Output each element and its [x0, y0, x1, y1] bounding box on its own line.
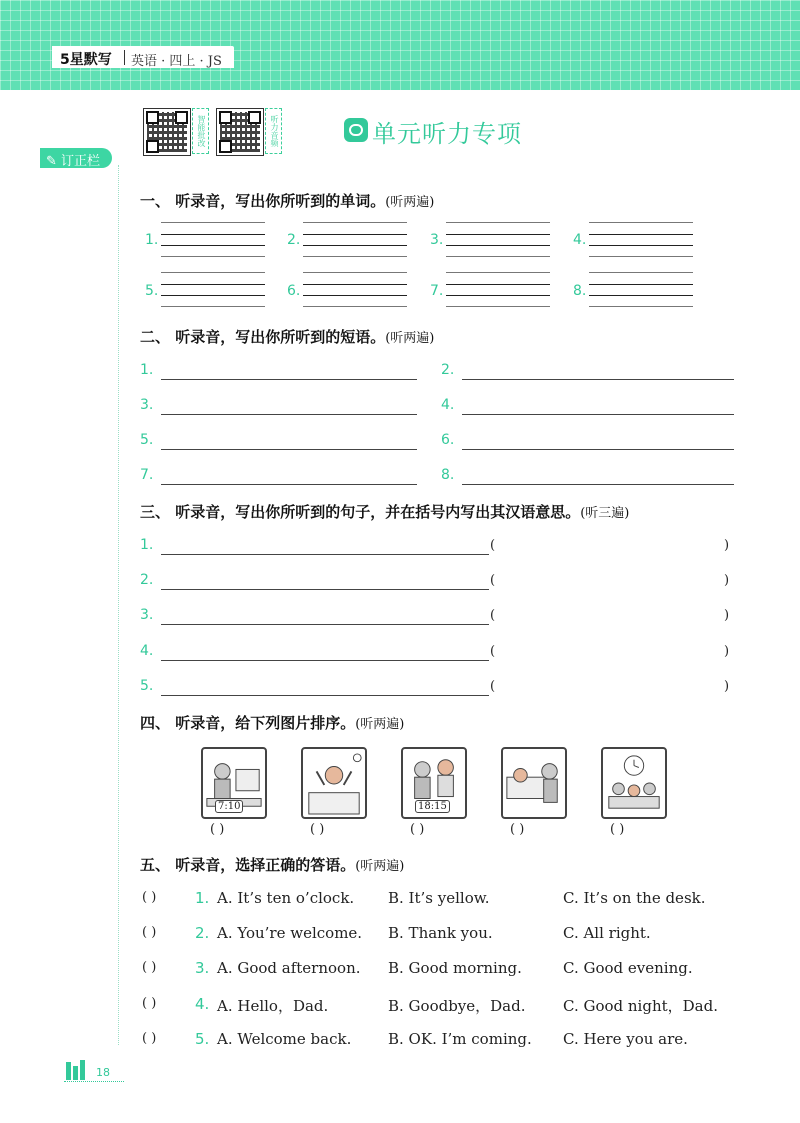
grid-line — [161, 295, 265, 296]
sentence-answer-line[interactable] — [161, 554, 489, 555]
section5-heading: 五、 听录音，选择正确的答语。(听两遍) — [140, 856, 405, 874]
grid-line — [161, 306, 265, 307]
books-icon — [64, 1060, 92, 1080]
grid-line — [161, 234, 265, 235]
section2-heading: 二、 听录音，写出你所听到的短语。(听两遍) — [140, 328, 435, 346]
sentence-number: 3. — [140, 607, 154, 623]
meaning-bracket-open: ( — [490, 538, 496, 553]
option-a[interactable]: A. Hello，Dad. — [217, 997, 329, 1015]
grid-line — [446, 245, 550, 246]
grid-line — [303, 222, 407, 223]
word-number: 5. — [145, 283, 159, 299]
option-b[interactable]: B. Goodbye，Dad. — [388, 997, 526, 1015]
grid-line — [446, 272, 550, 273]
grid-line — [161, 222, 265, 223]
meaning-bracket-open: ( — [490, 573, 496, 588]
grid-line — [303, 245, 407, 246]
answer-bracket[interactable]: ( ) — [142, 1031, 157, 1046]
grid-line — [446, 284, 550, 285]
grid-line — [589, 234, 693, 235]
meaning-bracket-close[interactable]: ) — [724, 538, 730, 553]
option-b[interactable]: B. It’s yellow. — [388, 889, 490, 907]
grid-line — [303, 234, 407, 235]
word-answer-grid[interactable] — [303, 222, 407, 256]
correction-tag-label: ✎ 订正栏 — [46, 154, 101, 169]
grid-line — [589, 222, 693, 223]
clock-time: 7:10 — [215, 800, 243, 813]
option-c[interactable]: C. Here you are. — [563, 1030, 688, 1048]
order-bracket[interactable]: ( ) — [610, 822, 625, 837]
question-number: 5. — [195, 1030, 210, 1048]
option-a[interactable]: A. Good afternoon. — [217, 959, 361, 977]
meaning-bracket-close[interactable]: ) — [724, 679, 730, 694]
option-c[interactable]: C. All right. — [563, 924, 651, 942]
brand-divider — [124, 50, 125, 65]
grid-line — [589, 295, 693, 296]
sentence-number: 5. — [140, 678, 154, 694]
sentence-answer-line[interactable] — [161, 695, 489, 696]
grid-line — [446, 295, 550, 296]
answer-bracket[interactable]: ( ) — [142, 890, 157, 905]
grid-line — [161, 272, 265, 273]
meaning-bracket-open: ( — [490, 679, 496, 694]
grid-line — [161, 284, 265, 285]
brand-name: 5星默写 — [60, 52, 112, 68]
grid-line — [303, 256, 407, 257]
scene-picture — [301, 747, 367, 819]
scene-picture — [601, 747, 667, 819]
order-bracket[interactable]: ( ) — [310, 822, 325, 837]
sentence-answer-line[interactable] — [161, 660, 489, 661]
grid-line — [589, 306, 693, 307]
phrase-answer-line[interactable] — [462, 449, 734, 450]
section4-heading: 四、 听录音，给下列图片排序。(听两遍) — [140, 714, 405, 732]
qr-code-icon[interactable] — [143, 108, 191, 156]
word-answer-grid[interactable] — [446, 272, 550, 306]
meaning-bracket-close[interactable]: ) — [724, 573, 730, 588]
word-answer-grid[interactable] — [446, 222, 550, 256]
grid-line — [589, 245, 693, 246]
phrase-answer-line[interactable] — [161, 414, 417, 415]
qr-label-grading: 智能批改 — [192, 108, 209, 154]
word-answer-grid[interactable] — [589, 272, 693, 306]
headphones-icon — [344, 118, 368, 142]
option-b[interactable]: B. OK. I’m coming. — [388, 1030, 532, 1048]
phrase-number: 1. — [140, 362, 154, 378]
order-bracket[interactable]: ( ) — [210, 822, 225, 837]
grid-line — [303, 306, 407, 307]
word-number: 8. — [573, 283, 587, 299]
order-bracket[interactable]: ( ) — [410, 822, 425, 837]
grid-line — [589, 284, 693, 285]
grid-line — [161, 256, 265, 257]
sentence-answer-line[interactable] — [161, 624, 489, 625]
phrase-answer-line[interactable] — [161, 484, 417, 485]
word-answer-grid[interactable] — [161, 272, 265, 306]
meaning-bracket-open: ( — [490, 608, 496, 623]
question-number: 3. — [195, 959, 210, 977]
option-a[interactable]: A. You’re welcome. — [217, 924, 363, 942]
question-number: 1. — [195, 889, 210, 907]
option-a[interactable]: A. Welcome back. — [217, 1030, 352, 1048]
phrase-answer-line[interactable] — [462, 379, 734, 380]
brand-subtitle: 英语 · 四上 · JS — [131, 54, 222, 69]
clock-time: 18:15 — [415, 800, 450, 813]
question-number: 4. — [195, 995, 210, 1013]
answer-bracket[interactable]: ( ) — [142, 960, 157, 975]
page-number: 18 — [96, 1066, 110, 1079]
answer-bracket[interactable]: ( ) — [142, 996, 157, 1011]
question-number: 2. — [195, 924, 210, 942]
word-number: 6. — [287, 283, 301, 299]
phrase-number: 5. — [140, 432, 154, 448]
option-b[interactable]: B. Good morning. — [388, 959, 522, 977]
phrase-number: 3. — [140, 397, 154, 413]
phrase-number: 6. — [441, 432, 455, 448]
meaning-bracket-close[interactable]: ) — [724, 644, 730, 659]
word-answer-grid[interactable] — [161, 222, 265, 256]
qr-label-audio: 听力音频 — [265, 108, 282, 154]
option-a[interactable]: A. It’s ten o’clock. — [217, 889, 355, 907]
sentence-answer-line[interactable] — [161, 589, 489, 590]
qr-code-audio-icon[interactable] — [216, 108, 264, 156]
grid-line — [446, 234, 550, 235]
answer-bracket[interactable]: ( ) — [142, 925, 157, 940]
footer-divider — [64, 1081, 124, 1082]
margin-divider — [118, 165, 119, 1045]
grid-line — [589, 272, 693, 273]
header-band — [0, 0, 800, 90]
sentence-number: 2. — [140, 572, 154, 588]
grid-line — [446, 306, 550, 307]
option-b[interactable]: B. Thank you. — [388, 924, 493, 942]
meaning-bracket-open: ( — [490, 644, 496, 659]
phrase-answer-line[interactable] — [161, 379, 417, 380]
grid-line — [446, 256, 550, 257]
word-number: 1. — [145, 232, 159, 248]
word-number: 7. — [430, 283, 444, 299]
phrase-number: 2. — [441, 362, 455, 378]
phrase-answer-line[interactable] — [462, 414, 734, 415]
word-number: 4. — [573, 232, 587, 248]
section1-heading: 一、 听录音，写出你所听到的单词。(听两遍) — [140, 192, 435, 210]
phrase-number: 8. — [441, 467, 455, 483]
grid-line — [589, 256, 693, 257]
word-number: 2. — [287, 232, 301, 248]
grid-line — [303, 295, 407, 296]
grid-line — [446, 222, 550, 223]
page-title: 单元听力专项 — [372, 120, 522, 148]
phrase-answer-line[interactable] — [161, 449, 417, 450]
order-bracket[interactable]: ( ) — [510, 822, 525, 837]
phrase-number: 7. — [140, 467, 154, 483]
sentence-number: 4. — [140, 643, 154, 659]
phrase-answer-line[interactable] — [462, 484, 734, 485]
meaning-bracket-close[interactable]: ) — [724, 608, 730, 623]
section3-heading: 三、 听录音，写出你所听到的句子，并在括号内写出其汉语意思。(听三遍) — [140, 503, 630, 521]
option-c[interactable]: C. Good night，Dad. — [563, 997, 718, 1015]
phrase-number: 4. — [441, 397, 455, 413]
word-answer-grid[interactable] — [303, 272, 407, 306]
scene-picture — [501, 747, 567, 819]
option-c[interactable]: C. It’s on the desk. — [563, 889, 706, 907]
word-number: 3. — [430, 232, 444, 248]
grid-line — [303, 272, 407, 273]
word-answer-grid[interactable] — [589, 222, 693, 256]
grid-line — [161, 245, 265, 246]
option-c[interactable]: C. Good evening. — [563, 959, 693, 977]
sentence-number: 1. — [140, 537, 154, 553]
grid-line — [303, 284, 407, 285]
